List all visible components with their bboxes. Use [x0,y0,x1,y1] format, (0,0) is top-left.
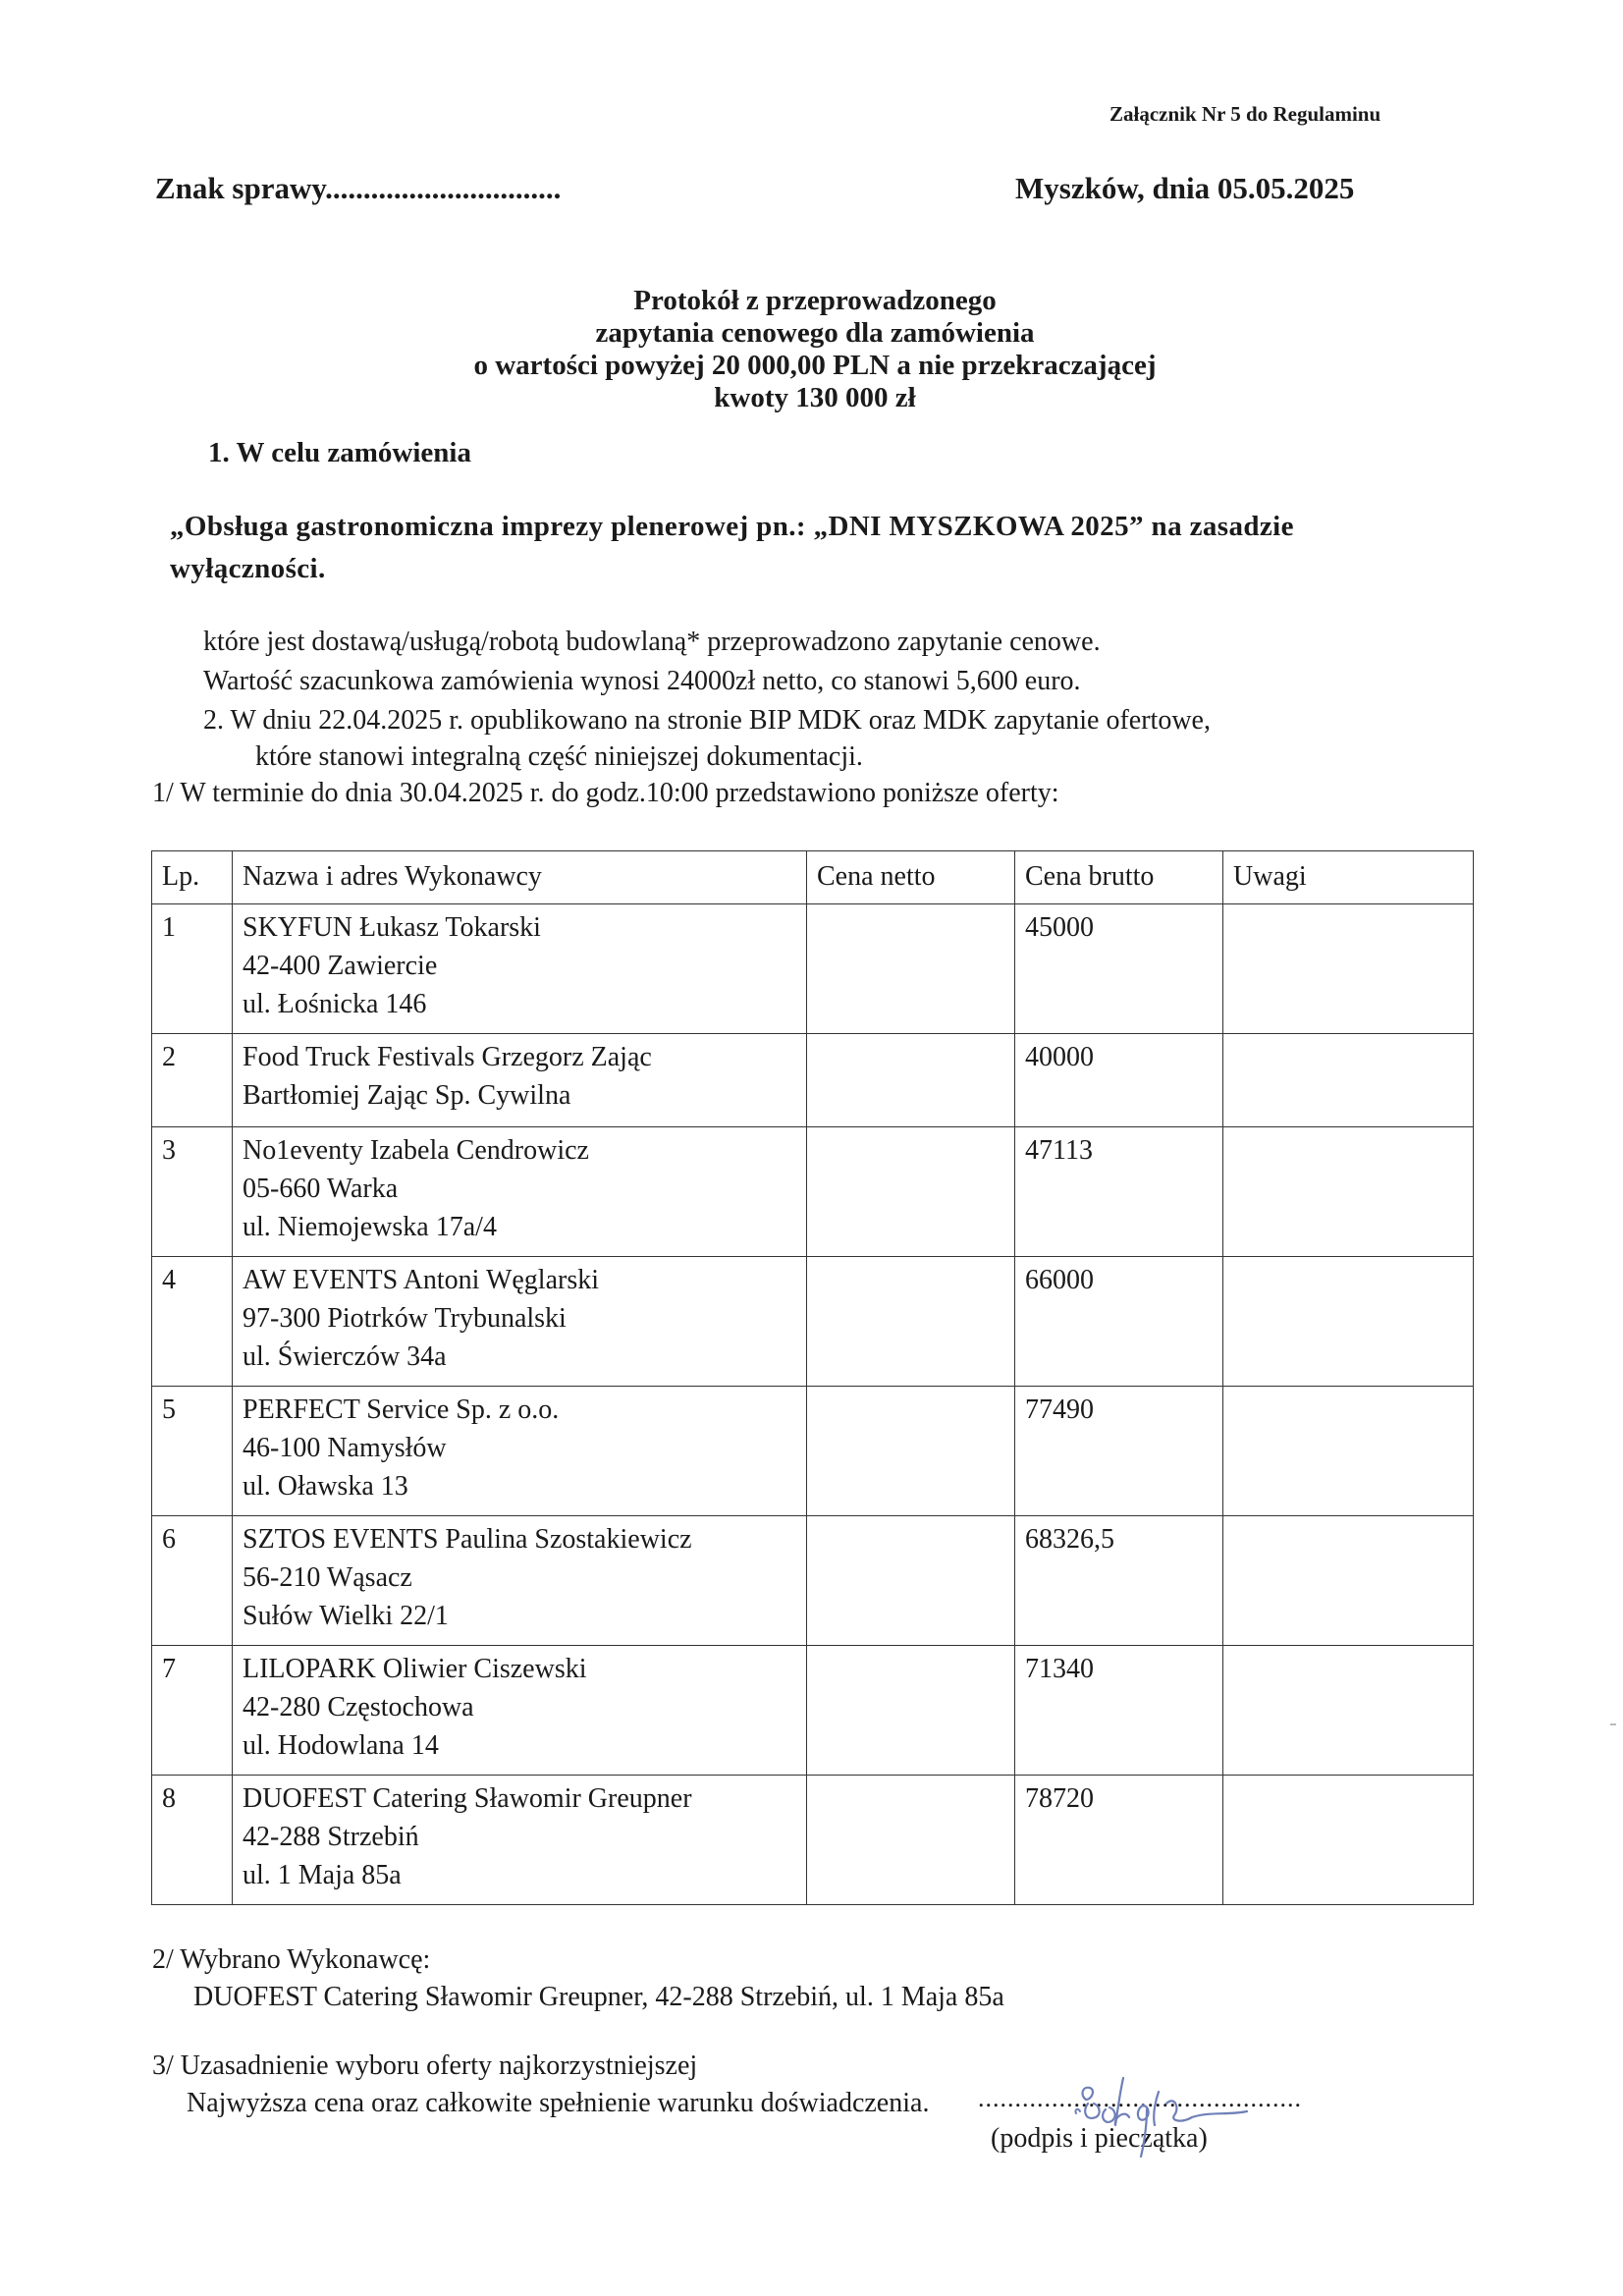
cell-contractor [233,1034,807,1127]
cell-lp: 3 [152,1127,233,1257]
cell-net-price [807,1127,1015,1257]
place-and-date: Myszków, dnia 05.05.2025 [1015,171,1355,205]
col-header-contractor: Nazwa i adres Wykonawcy [233,851,807,904]
cell-gross-price: 45000 [1015,904,1223,1034]
table-header-row [152,851,1474,904]
handwritten-signature [1072,2070,1259,2159]
cell-remarks [1223,1387,1474,1516]
title-line: kwoty 130 000 zł [714,382,916,413]
order-type-line: które jest dostawą/usługą/robotą budowlaną* przeprowadzono zapytanie cenowe. [203,627,1101,657]
cell-contractor [233,904,807,1034]
cell-remarks [1223,1127,1474,1257]
table-row [152,1387,1474,1516]
cell-lp: 5 [152,1387,233,1516]
contractor-address: 42-288 Strzebiń [243,1822,419,1852]
cell-net-price [807,904,1015,1034]
publication-line-cont: które stanowi integralną część niniejszej dokumentacji. [255,741,863,772]
table-row [152,1257,1474,1387]
offers-table [151,850,1474,1905]
contractor-address: ul. 1 Maja 85a [243,1860,402,1890]
cell-lp: 7 [152,1646,233,1776]
title-line: Protokół z przeprowadzonego [633,285,997,316]
cell-remarks [1223,1034,1474,1127]
estimated-value-line: Wartość szacunkowa zamówienia wynosi 24000zł netto, co stanowi 5,600 euro. [203,666,1081,696]
cell-net-price [807,1516,1015,1646]
cell-contractor [233,1257,807,1387]
contractor-address: ul. Łośnicka 146 [243,989,427,1019]
order-subject: „Obsługa gastronomiczna imprezy plenerowej pn.: „DNI MYSZKOWA 2025” na zasadzie [170,511,1294,542]
cell-contractor [233,1646,807,1776]
title-line: zapytania cenowego dla zamówienia [595,317,1035,349]
cell-net-price [807,1387,1015,1516]
document-title [324,285,1306,414]
section-3-heading: 3/ Uzasadnienie wyboru oferty najkorzystniejszej [152,2050,698,2081]
contractor-address: 42-280 Częstochowa [243,1692,474,1722]
cell-gross-price: 66000 [1015,1257,1223,1387]
cell-remarks [1223,1646,1474,1776]
cell-contractor [233,1127,807,1257]
contractor-address: Sułów Wielki 22/1 [243,1601,449,1631]
cell-contractor [233,1516,807,1646]
publication-line: 2. W dniu 22.04.2025 r. opublikowano na stronie BIP MDK oraz MDK zapytanie ofertowe, [203,705,1211,736]
cell-gross-price: 47113 [1015,1127,1223,1257]
cell-remarks [1223,1516,1474,1646]
scan-margin-mark [1610,1723,1616,1725]
contractor-name: SZTOS EVENTS Paulina Szostakiewicz [243,1524,692,1555]
cell-gross-price: 77490 [1015,1387,1223,1516]
cell-lp: 6 [152,1516,233,1646]
order-subject-cont: wyłączności. [170,553,326,584]
cell-net-price [807,1257,1015,1387]
contractor-name: LILOPARK Oliwier Ciszewski [243,1654,587,1684]
table-row [152,1646,1474,1776]
contractor-address: Bartłomiej Zając Sp. Cywilna [243,1080,571,1111]
col-header-gross-price: Cena brutto [1015,851,1223,904]
cell-lp: 1 [152,904,233,1034]
attachment-label: Załącznik Nr 5 do Regulaminu [1109,102,1381,126]
contractor-address: ul. Oławska 13 [243,1471,408,1502]
title-line: o wartości powyżej 20 000,00 PLN a nie przekraczającej [473,350,1157,381]
selection-justification: Najwyższa cena oraz całkowite spełnienie warunku doświadczenia. [187,2088,930,2118]
deadline-line: 1/ W terminie do dnia 30.04.2025 r. do godz.10:00 przedstawiono poniższe oferty: [152,778,1059,808]
section-2-heading: 2/ Wybrano Wykonawcę: [152,1944,431,1975]
cell-contractor [233,1387,807,1516]
cell-net-price [807,1776,1015,1905]
cell-remarks [1223,1776,1474,1905]
col-header-net-price: Cena netto [807,851,1015,904]
contractor-address: 05-660 Warka [243,1174,399,1204]
contractor-name: SKYFUN Łukasz Tokarski [243,912,541,943]
table-row [152,1776,1474,1905]
contractor-address: ul. Hodowlana 14 [243,1730,439,1761]
cell-gross-price: 71340 [1015,1646,1223,1776]
selected-contractor: DUOFEST Catering Sławomir Greupner, 42-288 Strzebiń, ul. 1 Maja 85a [193,1982,1004,2012]
contractor-name: AW EVENTS Antoni Węglarski [243,1265,600,1295]
contractor-name: No1eventy Izabela Cendrowicz [243,1135,589,1166]
table-row [152,904,1474,1034]
cell-gross-price: 68326,5 [1015,1516,1223,1646]
section-1-heading: 1. W celu zamówienia [208,437,471,468]
cell-lp: 2 [152,1034,233,1127]
contractor-name: PERFECT Service Sp. z o.o. [243,1394,560,1425]
cell-lp: 8 [152,1776,233,1905]
cell-gross-price: 78720 [1015,1776,1223,1905]
col-header-remarks: Uwagi [1223,851,1474,904]
contractor-name: DUOFEST Catering Sławomir Greupner [243,1783,692,1814]
case-reference: Znak sprawy............................... [155,171,562,205]
contractor-address: 46-100 Namysłów [243,1433,447,1463]
contractor-address: 97-300 Piotrków Trybunalski [243,1303,567,1334]
cell-remarks [1223,904,1474,1034]
cell-net-price [807,1646,1015,1776]
cell-lp: 4 [152,1257,233,1387]
contractor-address: ul. Niemojewska 17a/4 [243,1212,497,1242]
cell-contractor [233,1776,807,1905]
signature-caption: (podpis i pieczątka) [991,2123,1208,2154]
signature-line: ............................................ [978,2084,1302,2112]
contractor-name: Food Truck Festivals Grzegorz Zając [243,1042,652,1072]
table-row [152,1034,1474,1127]
contractor-address: ul. Świerczów 34a [243,1341,447,1372]
cell-gross-price: 40000 [1015,1034,1223,1127]
contractor-address: 56-210 Wąsacz [243,1562,412,1593]
col-header-lp: Lp. [152,851,233,904]
table-row [152,1127,1474,1257]
table-row [152,1516,1474,1646]
contractor-address: 42-400 Zawiercie [243,951,438,981]
cell-net-price [807,1034,1015,1127]
cell-remarks [1223,1257,1474,1387]
